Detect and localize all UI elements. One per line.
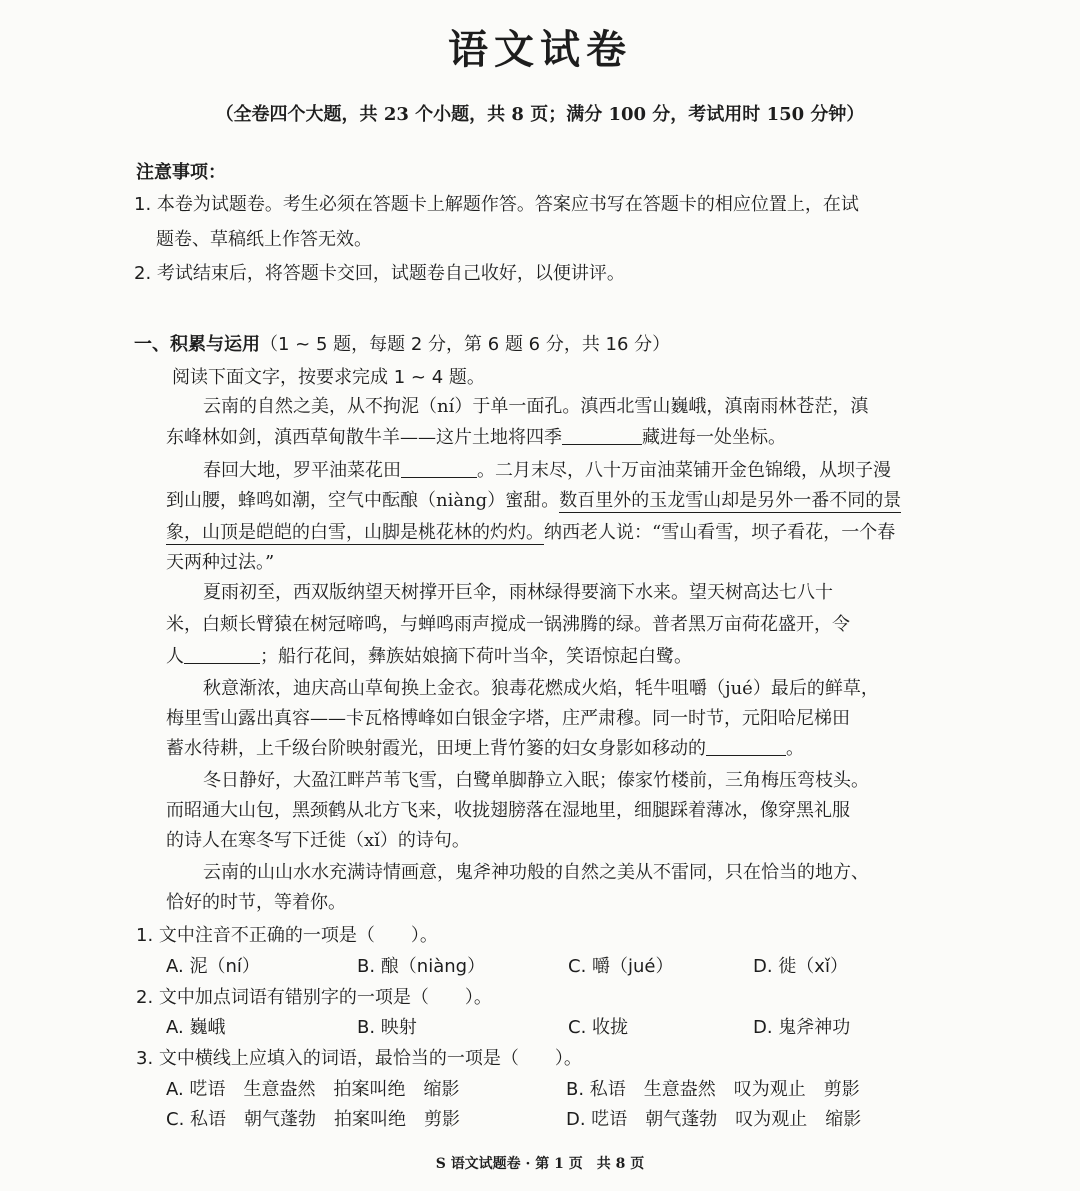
passage-text: 春回大地，罗平油菜花田 xyxy=(203,460,401,481)
question-1-stem: 1. 文中注音不正确的一项是（ ）。 xyxy=(136,925,438,946)
question-3-stem: 3. 文中横线上应填入的词语，最恰当的一项是（ ）。 xyxy=(136,1048,582,1069)
underlined-sentence: 数百里外的玉龙雪山却是另外一番不同的景 xyxy=(559,490,902,511)
notice-item-2: 2. 考试结束后，将答题卡交回，试题卷自己收好，以便讲评。 xyxy=(134,263,625,284)
passage-line: 夏雨初至，西双版纳望天树撑开巨伞，雨林绿得要滴下水来。望天树高达七八十 xyxy=(203,582,833,603)
question-3-option-b[interactable]: B. 私语 生意盎然 叹为观止 剪影 xyxy=(566,1079,860,1100)
passage-line xyxy=(166,645,692,669)
passage-text: 到山腰，蜂鸣如潮，空气中酝酿（niàng）蜜甜。 xyxy=(166,490,560,511)
passage-line: 秋意渐浓，迪庆高山草甸换上金衣。狼毒花燃成火焰，牦牛咀嚼（jué）最后的鲜草， xyxy=(203,678,879,699)
question-1-option-d[interactable]: D. 徙（xǐ） xyxy=(753,956,848,977)
passage-text: 藏进每一处坐标。 xyxy=(642,427,786,448)
passage-line: 米，白颊长臂猿在树冠啼鸣，与蝉鸣雨声搅成一锅沸腾的绿。普者黑万亩荷花盛开，令 xyxy=(166,614,850,635)
page-footer: S 语文试题卷 · 第 1 页 共 8 页 xyxy=(435,1156,645,1172)
question-1-option-b[interactable]: B. 酿（niàng） xyxy=(357,956,486,977)
passage-line xyxy=(203,459,891,483)
fill-blank-2 xyxy=(401,459,477,478)
question-2-option-a[interactable]: A. 巍峨 xyxy=(166,1017,226,1038)
notice-heading: 注意事项： xyxy=(136,162,226,183)
section-1-heading xyxy=(134,333,670,357)
passage-text: 东峰林如剑，滇西草甸散牛羊——这片土地将四季 xyxy=(166,427,562,448)
section-1-instruction: 阅读下面文字，按要求完成 1 ~ 4 题。 xyxy=(172,367,485,388)
passage-line: 云南的山山水水充满诗情画意，鬼斧神功般的自然之美从不雷同，只在恰当的地方、 xyxy=(203,862,869,883)
fill-blank-3 xyxy=(184,645,260,664)
passage-text: 蓄水待耕，上千级台阶映射霞光，田埂上背竹篓的妇女身影如移动的 xyxy=(166,738,706,759)
fill-blank-1 xyxy=(562,426,642,445)
passage-text: 人 xyxy=(166,646,184,667)
passage-text: 。 xyxy=(786,738,804,759)
passage-text: ；船行花间，彝族姑娘摘下荷叶当伞，笑语惊起白鹭。 xyxy=(260,646,692,667)
question-3-option-c[interactable]: C. 私语 朝气蓬勃 拍案叫绝 剪影 xyxy=(166,1109,461,1130)
passage-text: 纳西老人说：“雪山看雪，坝子看花，一个春 xyxy=(544,522,896,543)
passage-line: 梅里雪山露出真容——卡瓦格博峰如白银金字塔，庄严肃穆。同一时节，元阳哈尼梯田 xyxy=(166,708,850,729)
question-2-option-b[interactable]: B. 映射 xyxy=(357,1017,417,1038)
question-3-option-d[interactable]: D. 呓语 朝气蓬勃 叹为观止 缩影 xyxy=(566,1109,862,1130)
section-1-note: （1 ~ 5 题，每题 2 分，第 6 题 6 分，共 16 分） xyxy=(260,334,671,355)
question-2-option-c[interactable]: C. 收拢 xyxy=(568,1017,629,1038)
question-2-stem: 2. 文中加点词语有错别字的一项是（ ）。 xyxy=(136,987,492,1008)
section-1-title: 一、积累与运用 xyxy=(134,334,260,355)
question-2-option-d[interactable]: D. 鬼斧神功 xyxy=(753,1017,851,1038)
question-1-option-c[interactable]: C. 嚼（jué） xyxy=(568,956,674,977)
passage-line: 恰好的时节，等着你。 xyxy=(166,892,346,913)
passage-line: 而昭通大山包，黑颈鹤从北方飞来，收拢翅膀落在湿地里，细腿踩着薄冰，像穿黑礼服 xyxy=(166,800,850,821)
passage-line xyxy=(166,489,901,513)
exam-subtitle: （全卷四个大题，共 23 个小题，共 8 页；满分 100 分，考试用时 150 分钟） xyxy=(215,104,865,125)
passage-line: 云南的自然之美，从不拘泥（ní）于单一面孔。滇西北雪山巍峨，滇南雨林苍茫，滇 xyxy=(203,396,869,417)
notice-item-1-cont: 题卷、草稿纸上作答无效。 xyxy=(156,229,372,250)
passage-line xyxy=(166,521,895,545)
passage-line: 天两种过法。” xyxy=(166,552,275,573)
passage-text: 。二月末尽，八十万亩油菜铺开金色锦缎，从坝子漫 xyxy=(477,460,891,481)
exam-title: 语文试卷 xyxy=(448,26,632,73)
passage-line: 冬日静好，大盈江畔芦苇飞雪，白鹭单脚静立入眠；傣家竹楼前，三角梅压弯枝头。 xyxy=(203,770,869,791)
passage-line xyxy=(166,426,786,450)
notice-item-1: 1. 本卷为试题卷。考生必须在答题卡上解题作答。答案应书写在答题卡的相应位置上，在试 xyxy=(134,194,859,215)
passage-line xyxy=(166,737,804,761)
underlined-sentence: 象，山顶是皑皑的白雪，山脚是桃花林的灼灼。 xyxy=(166,522,544,543)
fill-blank-4 xyxy=(706,737,786,756)
question-3-option-a[interactable]: A. 呓语 生意盎然 拍案叫绝 缩影 xyxy=(166,1079,460,1100)
passage-line: 的诗人在寒冬写下迁徙（xǐ）的诗句。 xyxy=(166,830,470,851)
question-1-option-a[interactable]: A. 泥（ní） xyxy=(166,956,260,977)
